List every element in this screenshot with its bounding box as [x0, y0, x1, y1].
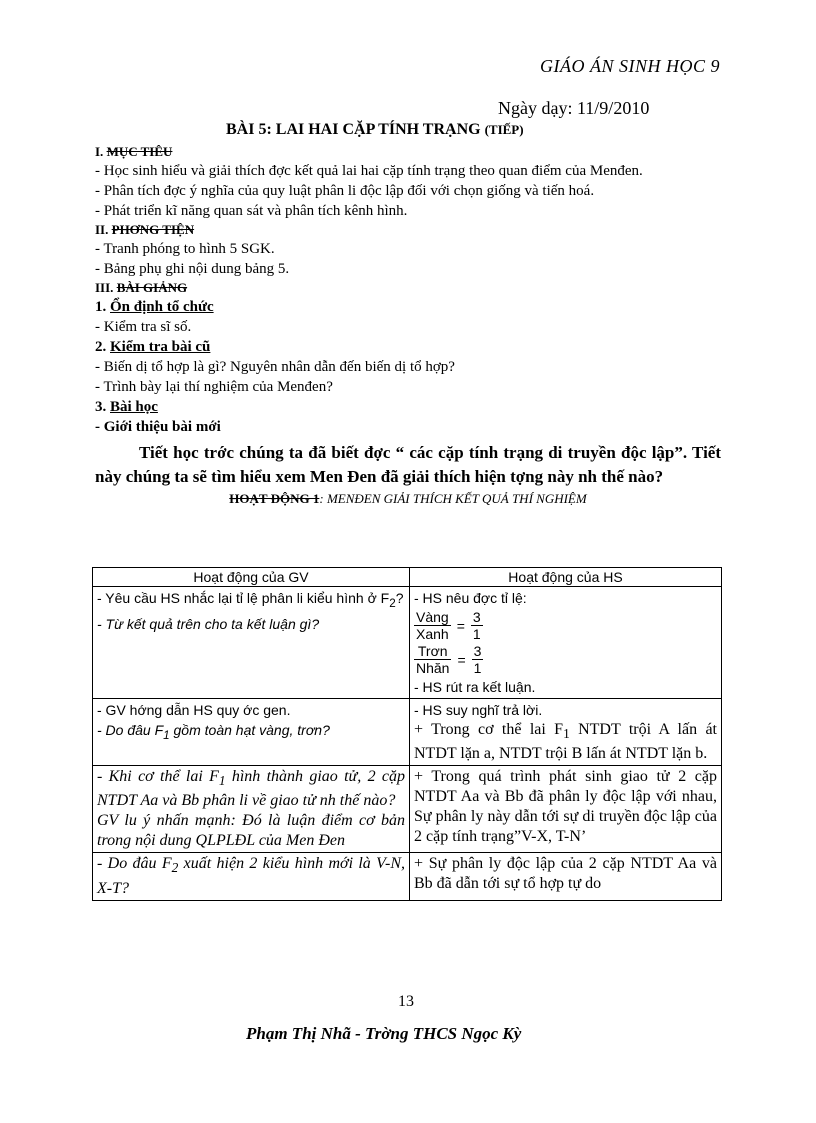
text: - Do đâu F — [97, 855, 172, 873]
subscript: 2 — [171, 860, 179, 876]
header-student: Hoạt động của HS — [410, 568, 722, 587]
section-number: III. — [95, 280, 117, 295]
phenotype-fraction — [414, 609, 451, 642]
value-fraction — [471, 609, 483, 642]
teacher-step — [97, 588, 405, 614]
phenotype-fraction — [414, 643, 451, 676]
teacher-question: - Từ kết quả trên cho ta kết luận gì? — [97, 615, 320, 632]
section-label: MỤC TIÊU — [106, 144, 173, 159]
text: hình thành giao tử, 2 cặp NTDT Aa và Bb phân li về giao tử nh thế nào? — [97, 768, 406, 810]
denominator: Xanh — [416, 626, 449, 642]
table-row — [93, 853, 722, 900]
student-cell — [410, 853, 722, 900]
table-row — [93, 587, 722, 699]
author-footer: Phạm Thị Nhã - Trờng THCS Ngọc Kỳ — [246, 1024, 522, 1043]
student-response: - HS nêu đợc tỉ lệ: — [414, 590, 527, 606]
subsection-number: 3. — [95, 399, 110, 415]
denominator: Nhăn — [416, 660, 450, 676]
section-number: I. — [95, 144, 107, 159]
subsection-number: 2. — [95, 339, 110, 355]
material-item: - Bảng phụ ghi nội dung bảng 5. — [95, 261, 290, 277]
review-question: - Trình bày lại thí nghiệm của Menđen? — [95, 379, 333, 395]
text: gồm toàn hạt vàng, trơn? — [169, 722, 330, 738]
subscript: 1 — [218, 773, 226, 789]
text: ? — [395, 590, 404, 606]
page-number: 13 — [398, 993, 414, 1010]
section-number: II. — [95, 222, 112, 237]
teaching-date: Ngày dạy: 11/9/2010 — [498, 98, 650, 118]
review-question: - Biến dị tổ hợp là gì? Nguyên nhân dẫn đến biến dị tổ hợp? — [95, 359, 455, 375]
activity-title: : MENĐEN GIẢI THÍCH KẾT QUẢ THÍ NGHIỆM — [319, 491, 587, 506]
table-row — [93, 766, 722, 853]
subsection-label: Bài học — [110, 399, 158, 415]
subject-header: GIÁO ÁN SINH HỌC 9 — [540, 56, 720, 76]
subsection-review — [95, 337, 721, 357]
objective-item: - Học sinh hiểu và giải thích đợc kết quả lai hai cặp tính trạng theo quan điểm của Menđen. — [95, 163, 643, 179]
teacher-question — [97, 854, 405, 898]
value-fraction — [472, 643, 484, 676]
numerator: 3 — [472, 609, 481, 625]
section-lesson-heading — [95, 279, 721, 297]
activity-table — [92, 567, 722, 901]
section-label: BÀI GIẢNG — [116, 280, 188, 295]
numerator: Trơn — [414, 643, 451, 660]
section-materials-heading — [95, 221, 721, 239]
ratio-yellow-green — [414, 609, 717, 642]
introduce-new-lesson: - Giới thiệu bài mới — [95, 419, 221, 435]
objective-item: - Phân tích đợc ý nghĩa của quy luật phân li độc lập đối với chọn giống và tiến hoá. — [95, 183, 595, 199]
subsection-number: 1. — [95, 299, 110, 315]
teacher-question — [97, 767, 405, 811]
activity-label: HOẠT ĐỘNG 1 — [229, 491, 320, 506]
teacher-cell — [93, 699, 410, 766]
equals-sign: = — [456, 617, 465, 634]
student-answer: + Sự phân ly độc lập của 2 cặp NTDT Aa và Bb đã dẫn tới sự tổ hợp tự do — [414, 855, 717, 893]
teacher-cell — [93, 766, 410, 853]
table-row — [93, 699, 722, 766]
student-response: - HS suy nghĩ trả lời. — [414, 702, 543, 718]
section-label: PHƠNG TIỆN — [111, 222, 195, 237]
subsection-label: Ổn định tổ chức — [110, 299, 214, 315]
objective-item: - Phát triển kĩ năng quan sát và phân tích kênh hình. — [95, 203, 408, 219]
student-answer — [414, 720, 717, 764]
teacher-question — [97, 720, 405, 746]
section-objectives-heading — [95, 143, 721, 161]
lesson-body — [95, 143, 721, 507]
subscript: 1 — [163, 728, 170, 742]
text: - Khi cơ thể lai F — [97, 768, 219, 786]
lesson-title-suffix: (TIẾP) — [484, 122, 524, 137]
teacher-emphasis: GV lu ý nhấn mạnh: Đó là luận điểm cơ bản trong nội dung QLPLĐL của Men Đen — [97, 812, 405, 850]
subsection-lesson — [95, 397, 721, 417]
subscript: 1 — [563, 726, 570, 742]
subscript: 2 — [389, 596, 396, 610]
student-response: - HS rút ra kết luận. — [414, 679, 536, 695]
text: xuất hiện 2 kiểu hình mới là V-N, X-T? — [97, 855, 405, 897]
teacher-step: - GV hớng dẫn HS quy ớc gen. — [97, 702, 291, 718]
student-cell — [410, 699, 722, 766]
table-header-row — [93, 568, 722, 587]
student-cell — [410, 766, 722, 853]
teacher-cell — [93, 587, 410, 699]
student-cell — [410, 587, 722, 699]
organization-item: - Kiểm tra sĩ số. — [95, 319, 192, 335]
lesson-title — [226, 121, 524, 139]
text: - Do đâu F — [97, 722, 164, 738]
teacher-cell — [93, 853, 410, 900]
equals-sign: = — [457, 651, 466, 668]
student-answer: + Trong quá trình phát sinh giao tử 2 cặp NTDT Aa và Bb đã phân ly độc lập với nhau, Sự phân ly này dẫn tới sự di truyền độc lập của 2 cặp tính trạng”V-X, T-N’ — [414, 768, 717, 846]
denominator: 1 — [473, 660, 482, 676]
text: - Yêu cầu HS nhắc lại tỉ lệ phân li kiểu hình ở F — [97, 590, 390, 606]
subsection-organization — [95, 297, 721, 317]
numerator: Vàng — [416, 609, 449, 625]
activity-heading — [95, 491, 721, 507]
numerator: 3 — [473, 643, 482, 659]
material-item: - Tranh phóng to hình 5 SGK. — [95, 241, 275, 257]
ratio-smooth-wrinkled — [414, 643, 717, 676]
header-teacher: Hoạt động của GV — [93, 568, 410, 587]
intro-paragraph: Tiết học trớc chúng ta đã biết đợc “ các cặp tính trạng di truyền độc lập”. Tiết này chúng ta sẽ tìm hiểu xem Men Đen đã giải thích hiện tợng này nh thế nào? — [95, 443, 721, 486]
text: + Trong cơ thể lai F — [414, 721, 564, 738]
subsection-label: Kiểm tra bài cũ — [110, 339, 211, 355]
lesson-title-main: BÀI 5: LAI HAI CẶP TÍNH TRẠNG — [226, 121, 485, 138]
denominator: 1 — [472, 626, 481, 642]
text: NTDT trội A lấn át NTDT lặn a, NTDT trội B lấn át NTDT lặn b. — [414, 721, 717, 763]
